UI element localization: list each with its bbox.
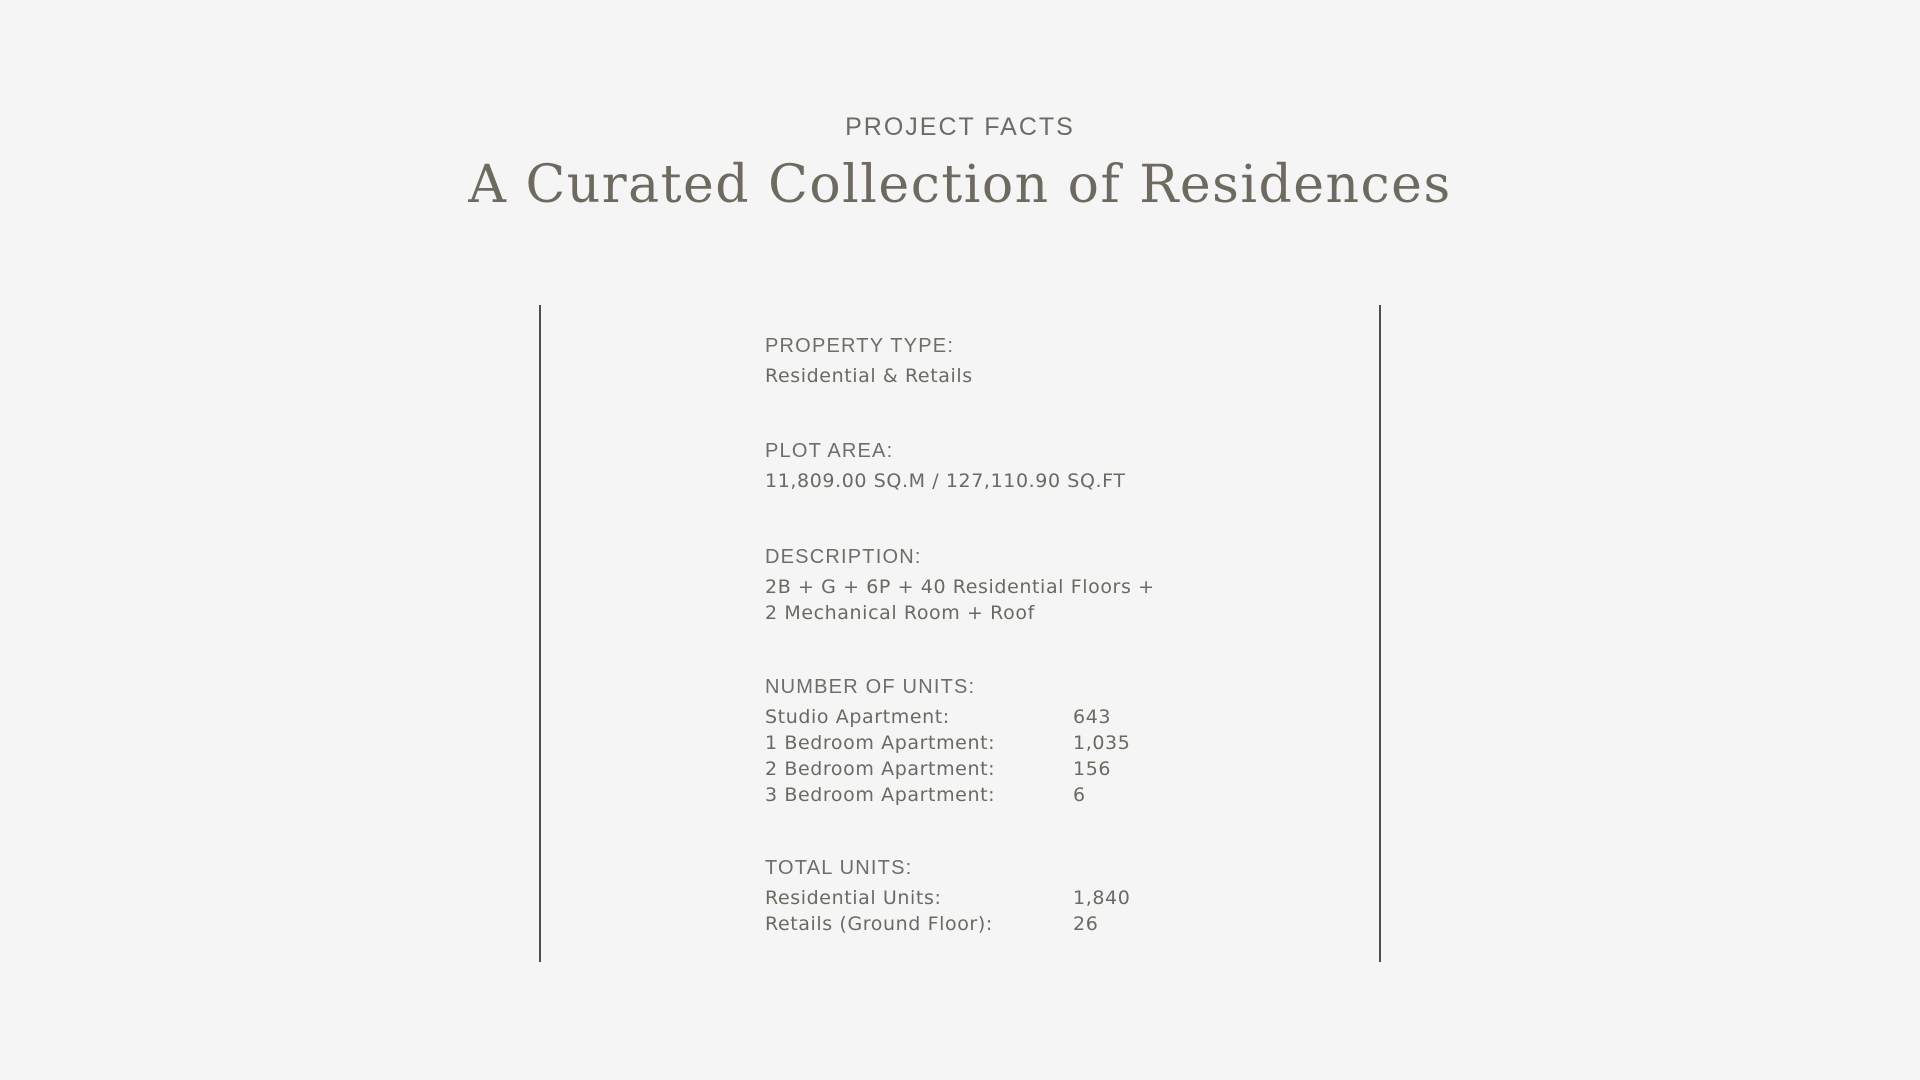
unit-count: 156 bbox=[1073, 758, 1112, 780]
plot-area-label: PLOT AREA: bbox=[765, 440, 894, 462]
number-of-units-label: NUMBER OF UNITS: bbox=[765, 676, 976, 698]
page-title: A Curated Collection of Residences bbox=[468, 155, 1452, 215]
unit-row bbox=[765, 782, 1325, 808]
right-divider bbox=[1379, 305, 1381, 962]
total-type: Residential Units: bbox=[765, 887, 942, 909]
property-type-block bbox=[765, 333, 1325, 389]
total-units-block bbox=[765, 855, 1325, 937]
property-type-text: Residential & Retails bbox=[765, 365, 973, 387]
unit-count: 6 bbox=[1073, 784, 1086, 806]
unit-type: 3 Bedroom Apartment: bbox=[765, 784, 996, 806]
unit-row bbox=[765, 704, 1325, 730]
unit-type: 1 Bedroom Apartment: bbox=[765, 732, 996, 754]
description-label: DESCRIPTION: bbox=[765, 546, 922, 568]
unit-rows bbox=[765, 704, 1325, 808]
total-rows bbox=[765, 885, 1325, 937]
unit-type: Studio Apartment: bbox=[765, 706, 950, 728]
plot-area-text: 11,809.00 SQ.M / 127,110.90 SQ.FT bbox=[765, 470, 1126, 492]
unit-row bbox=[765, 730, 1325, 756]
total-row bbox=[765, 885, 1325, 911]
unit-row bbox=[765, 756, 1325, 782]
description-block bbox=[765, 544, 1325, 626]
left-divider bbox=[539, 305, 541, 962]
plot-area-block bbox=[765, 438, 1325, 494]
unit-type: 2 Bedroom Apartment: bbox=[765, 758, 996, 780]
total-count: 1,840 bbox=[1073, 887, 1131, 909]
description-line: 2B + G + 6P + 40 Residential Floors + bbox=[765, 576, 1155, 598]
description-line: 2 Mechanical Room + Roof bbox=[765, 602, 1035, 624]
unit-count: 643 bbox=[1073, 706, 1112, 728]
total-row bbox=[765, 911, 1325, 937]
total-count: 26 bbox=[1073, 913, 1099, 935]
number-of-units-block bbox=[765, 674, 1325, 808]
property-type-value bbox=[765, 363, 1325, 389]
total-units-label: TOTAL UNITS: bbox=[765, 857, 913, 879]
unit-count: 1,035 bbox=[1073, 732, 1131, 754]
section-eyebrow: PROJECT FACTS bbox=[845, 113, 1075, 141]
total-type: Retails (Ground Floor): bbox=[765, 913, 993, 935]
plot-area-value bbox=[765, 468, 1325, 494]
description-value bbox=[765, 574, 1325, 626]
property-type-label: PROPERTY TYPE: bbox=[765, 335, 955, 357]
